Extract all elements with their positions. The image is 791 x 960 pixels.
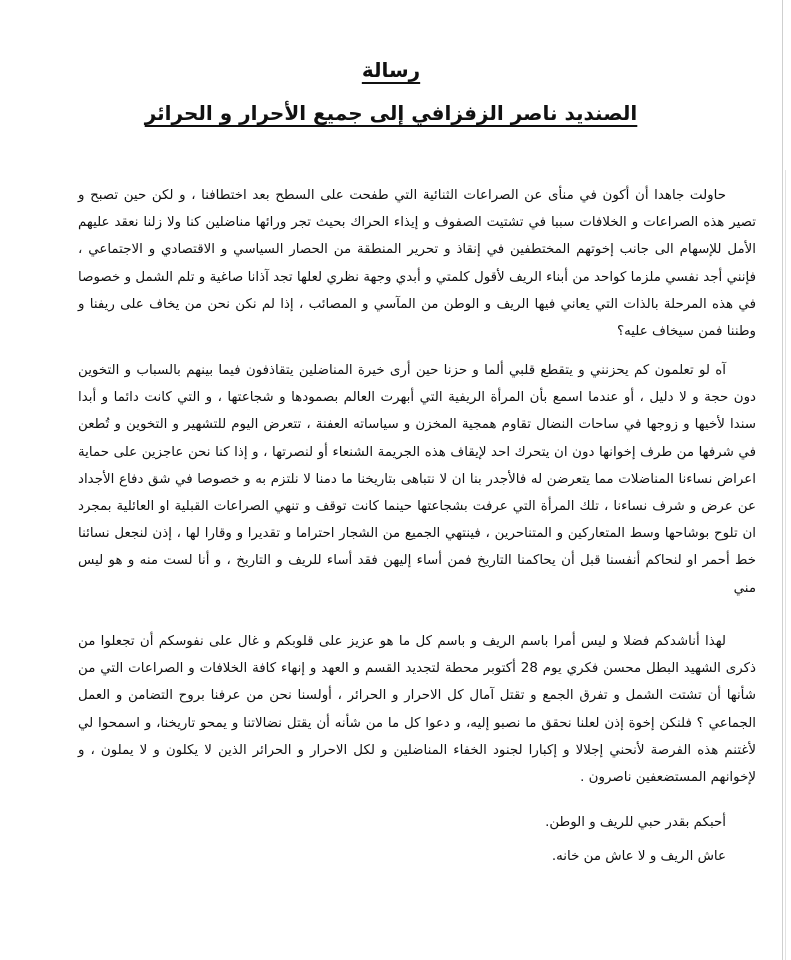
document-title-text: رسالة (361, 58, 421, 82)
paragraph-1-text: حاولت جاهدا أن أكون في منأى عن الصراعات الثنائية التي طفحت على السطح بعد اختطافنا ، و لكن حين تصبح و تصير هذه الصراعات و الخلافات سببا في تشتيت الصفوف و إيذاء الحراك بحيث تجر ورائها مناضلين كنا ولا زلنا نعقد عليهم الأمل للإسهام الى جانب إخوتهم المختطفين في إنقاذ و تحرير المنطقة من الحصار السياسي و الاقتصادي و الاجتماعي ، فإنني أجد نفسي ملزما كواحد من أبناء الريف لأقول كلمتي و أبدي وجهة نظري لعلها تجد آذانا صاغية و تلم الشمل و خصوصا في هذه المرحلة بالذات التي يعاني فيها الريف و الوطن من المآسي و المصائب ، إذا لم نكن نحن من يخاف على ريفنا و وطننا فمن سيخاف عليه؟ (78, 188, 756, 340)
closing-line-1-text: أحبكم بقدر حبي للريف و الوطن. (545, 815, 726, 830)
page-edge-divider (782, 0, 783, 960)
paragraph-3 (78, 628, 756, 791)
paragraph-1 (78, 182, 756, 345)
document-subtitle (0, 101, 782, 125)
paragraph-2-text: آه لو تعلمون كم يحزنني و يتقطع قلبي ألما و حزنا حين أرى خيرة المناضلين يتقاذفون فيما بينهم بالسباب و التخوين دون حجة و لا دليل ، أو عندما اسمع بأن المرأة الريفية التي أبهرت العالم بصمودها و شجاعتها ، و التي كانت دائما و أبدا سندا لأخيها و زوجها في ساحات النضال تقاوم همجية المخزن و سياساته العفنة ، تتعرض اليوم للتشهير و التخوين و تُطعن في شرفها من طرف إخوانها دون ان يتحرك احد لإيقاف هذه الجريمة الشنعاء أو لنصرتها ، و إذا كنا نحن عاجزين على حماية اعراض نساءنا المناضلات مما يتعرضن له فالأجدر بنا ان لا نتباهى بتاريخنا ما دمنا لا نلتزم به و خصوصا في شق دفاع الأجداد عن عرض و شرف نساءنا ، تلك المرأة التي عرفت بشجاعتها حينما كانت توقف و تنهي الصراعات القبلية او العائلية بمجرد ان تلوح بوشاحها وسط المتعاركين و المتناحرين ، فينتهي الجميع من الشجار احتراما و تقديرا و وقارا لها ، إذن لنجعل نسائنا خط أحمر او لنحاكم أنفسنا قبل أن يحاكمنا التاريخ فمن أساء إليهن فقد أساء للريف و التاريخ ، و أنا لست منه و هو ليس مني (78, 363, 756, 596)
closing-line-2-text: عاش الريف و لا عاش من خانه. (551, 849, 726, 864)
document-subtitle-text: الصنديد ناصر الزفزافي إلى جميع الأحرار و الحرائر (144, 101, 638, 125)
closing-line-2 (78, 847, 756, 867)
closing-line-1 (78, 813, 756, 833)
document-title (0, 58, 782, 82)
paragraph-3-text: لهذا أناشدكم فضلا و ليس أمرا باسم الريف و باسم كل ما هو عزيز على قلوبكم و غال على نفوسكم أن تجعلوا من ذكرى الشهيد البطل محسن فكري يوم 28 أكتوبر محطة لتجديد القسم و العهد و إنهاء كافة الخلافات و الصراعات التي من شأنها أن تشتت الشمل و تفرق الجمع و تقتل آمال كل الاحرار و الحرائر ، أولسنا نحن من عرفنا بروح التضامن و العمل الجماعي ؟ فلنكن إخوة إذن لعلنا نحقق ما نصبو إليه، و دعوا كل ما من شأنه أن يقتل نضالاتنا و يمحو تاريخنا، و اسمحوا لي لأغتنم هذه الفرصة لأنحني إجلالا و إكبارا لجنود الخفاء المناضلين و لكل الاحرار و الحرائر الذين لا يكلون و لا يملون ، و لإخوانهم المستضعفين ناصرون . (78, 634, 756, 786)
paragraph-2 (78, 357, 756, 602)
page-edge-divider-inner (785, 170, 786, 960)
